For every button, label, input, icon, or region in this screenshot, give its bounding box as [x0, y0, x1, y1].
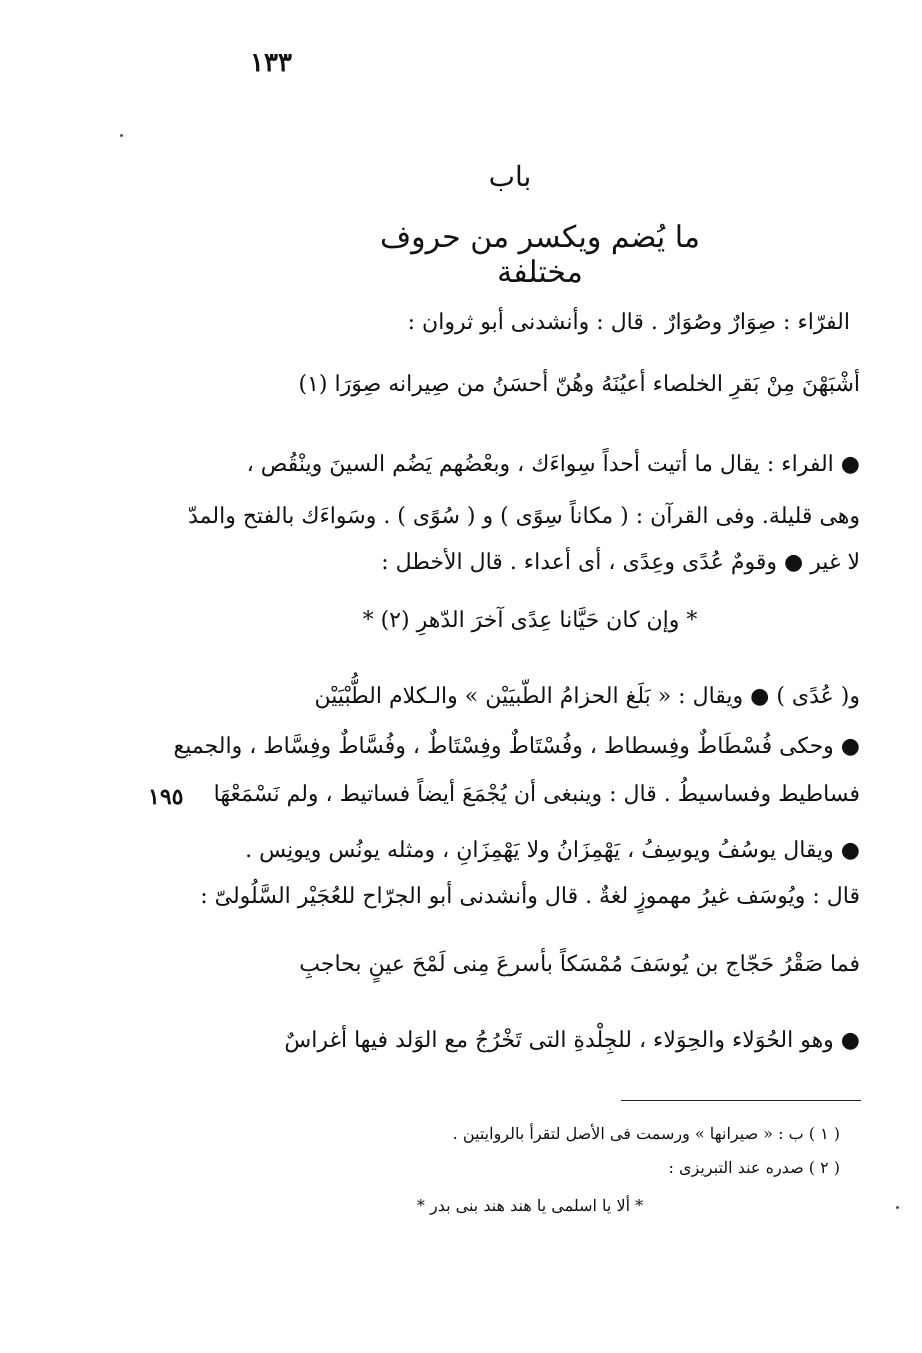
verse-line: * وإن كان حَيَّانا عِدًى آخرَ الدّهرِ (٢) * — [362, 608, 698, 633]
text-line: ● الفراء : يقال ما أتيت أحداً سِواءَك ، وبعْضُهم يَضُم السينَ وينْقُص ، — [246, 452, 860, 477]
text-line: الفرّاء : صِوَارٌ وصُوَارٌ . قال : وأنشدنى أبو ثروان : — [407, 310, 850, 335]
footnote: ( ٢ ) صدره عند التبريزى : — [668, 1158, 840, 1177]
text-line: لا غير ● وقومٌ عُدًى وعِدًى ، أى أعداء . قال الأخطل : — [381, 550, 860, 575]
text-line: ● ويقال يوسُفُ ويوسِفُ ، يَهْمِزَانُ ولا يَهْمِزَانِ ، ومثله يونُس ويونِس . — [245, 838, 860, 863]
footnote: ( ١ ) ب : « صيرانها » ورسمت فى الأصل لتقرأ بالروايتين . — [452, 1124, 840, 1143]
verse-line: أشْبَهْنَ مِنْ بَقرِ الخلصاء أعيُنَهُ وهُنّ أحسَنُ من صِيرانه صِوَرَا (١) — [298, 372, 860, 397]
text-line: وهى قليلة. وفى القرآن : ( مكاناً سِوًى ) و ( سُوًى ) . وسَواءَك بالفتح والمدّ — [188, 504, 860, 529]
scan-speck — [896, 1206, 899, 1209]
text-line: و( عُدًى ) ● ويقال : « بَلَغ الحزامُ الطّبيَيْن » والـكلام الطُّبْيَيْن — [314, 684, 860, 709]
text-line: فساطيط وفساسيطُ . قال : وينبغى أن يُجْمَعَ أيضاً فساتيط ، ولم نَسْمَعْهَا — [213, 782, 860, 807]
margin-number: ١٩٥ — [148, 784, 184, 810]
text-line: ● وحكى فُسْطَاطٌ وفِسطاط ، وفُسْتَاطٌ وفِسْتَاطٌ ، وفُسَّاطٌ وفِسَّاط ، والجميع — [173, 734, 860, 759]
text-line: قال : ويُوسَف غيرُ مهموزٍ لغةٌ . قال وأنشدنى أبو الجرّاح للعُجَيْر السَّلُولىّ : — [200, 884, 860, 909]
scan-speck — [120, 134, 123, 137]
footnote-verse: * ألا يا اسلمى يا هند هند بنى بدر * — [416, 1196, 644, 1215]
verse-line: فما صَقْرُ حَجّاج بن يُوسَفَ مُمْسَكاً بأسرعَ مِنى لَمْحَ عينٍ بحاجبِ — [299, 952, 860, 977]
footnote-rule — [621, 1100, 861, 1101]
chapter-title: ما يُضم ويكسر من حروف مختلفة — [380, 220, 700, 290]
text-line: ● وهو الحُوَلاء والحِوَلاء ، للجِلْدةِ التى تَخْرُجُ مع الوَلد فيها أغراسٌ — [284, 1028, 860, 1053]
page-number: ١٣٣ — [250, 48, 292, 78]
chapter-label: باب — [488, 160, 532, 193]
